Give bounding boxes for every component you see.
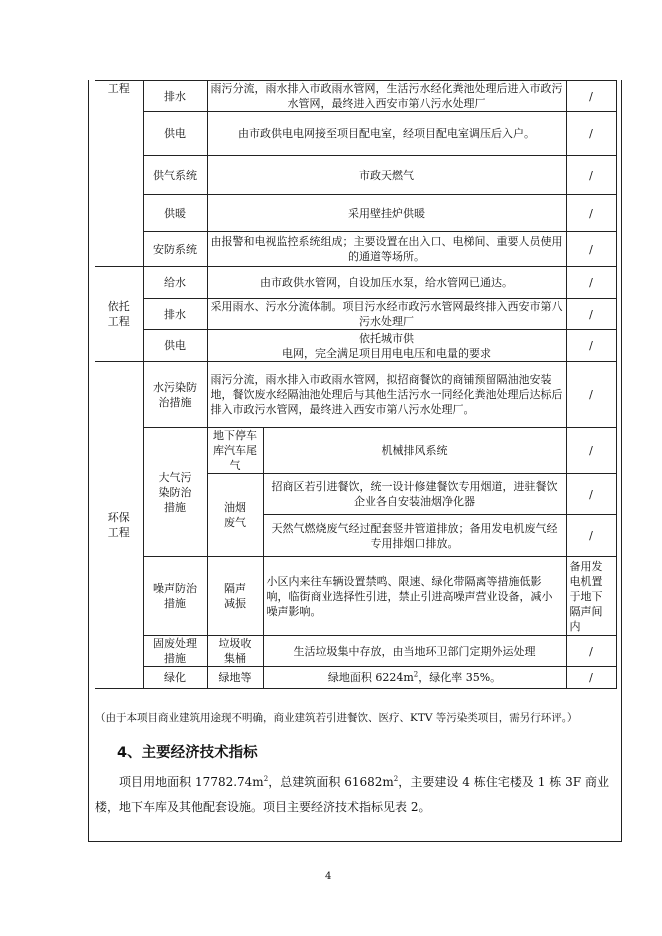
note-cell: / bbox=[566, 156, 616, 195]
desc-cell: 雨污分流，雨水排入市政雨水管网，拟招商餐饮的商铺预留隔油池安装地，餐饮废水经隔油池处理后与其他生活污水一同经化粪池处理后达标后排入市政污水管网，最终进入西安市第八污水处理厂。 bbox=[207, 362, 566, 428]
desc-cell: 采用壁挂炉供暖 bbox=[207, 195, 566, 232]
item-cell: 固废处理措施 bbox=[143, 636, 207, 667]
table-row bbox=[95, 156, 616, 195]
note-cell: / bbox=[566, 330, 616, 362]
desc-cell: 招商区若引进餐饮，统一设计修建餐饮专用烟道，进驻餐饮企业各自安装油烟净化器 bbox=[263, 474, 566, 515]
note-cell: / bbox=[566, 112, 616, 156]
note-cell: 备用发电机置于地下隔声间内 bbox=[566, 557, 616, 636]
table-row bbox=[95, 557, 616, 636]
table-row bbox=[95, 428, 616, 474]
item-cell: 排水 bbox=[143, 81, 207, 112]
item-cell: 排水 bbox=[143, 299, 207, 330]
item-cell: 给水 bbox=[143, 267, 207, 299]
footnote: （由于本项目商业建筑用途现不明确，商业建筑若引进餐饮、医疗、KTV 等污染类项目，需另行环评。） bbox=[95, 712, 578, 724]
note-cell: / bbox=[566, 232, 616, 267]
sub-cell: 垃圾收集桶 bbox=[207, 636, 263, 667]
desc-cell: 绿地面积 $6224m^2$，绿化率 35%。 bbox=[263, 667, 566, 689]
sub-cell: 油烟废气 bbox=[207, 474, 263, 557]
table-row bbox=[95, 636, 616, 667]
item-cell: 水污染防治措施 bbox=[143, 362, 207, 428]
note-cell: / bbox=[566, 636, 616, 667]
table-row bbox=[95, 112, 616, 156]
table-row bbox=[95, 362, 616, 428]
desc-cell: 由市政供水管网，自设加压水泵，给水管网已通达。 bbox=[207, 267, 566, 299]
item-cell: 供电 bbox=[143, 112, 207, 156]
desc-cell: 由市政供电电网接至项目配电室，经项目配电室调压后入户。 bbox=[207, 112, 566, 156]
section-heading: 4、主要经济技术指标 bbox=[117, 745, 258, 761]
note-cell: / bbox=[566, 195, 616, 232]
desc-cell: 生活垃圾集中存放，由当地环卫部门定期外运处理 bbox=[263, 636, 566, 667]
desc-cell: 天然气燃烧废气经过配套竖井管道排放；备用发电机废气经专用排烟口排放。 bbox=[263, 515, 566, 557]
table-row bbox=[95, 267, 616, 299]
desc-cell: 市政天燃气 bbox=[207, 156, 566, 195]
category-cell: 工程 bbox=[95, 81, 143, 267]
desc-cell: 依托城市供 电网，完全满足项目用电电压和电量的要求 bbox=[207, 330, 566, 362]
desc-cell: 机械排风系统 bbox=[263, 428, 566, 474]
project-composition-table bbox=[95, 80, 617, 689]
category-cell: 环保工程 bbox=[95, 362, 143, 689]
table-row bbox=[95, 81, 616, 112]
note-cell: / bbox=[566, 428, 616, 474]
note-cell: / bbox=[566, 81, 616, 112]
item-cell: 噪声防治措施 bbox=[143, 557, 207, 636]
item-cell: 绿化 bbox=[143, 667, 207, 689]
note-cell: / bbox=[566, 515, 616, 557]
table-row bbox=[95, 195, 616, 232]
desc-cell: 雨污分流，雨水排入市政雨水管网，生活污水经化粪池处理后进入市政污水管网，最终进入西安市第八污水处理厂 bbox=[207, 81, 566, 112]
desc-cell: 小区内来往车辆设置禁鸣、限速、绿化带隔离等措施低影响，临街商业选择性引进，禁止引进高噪声营业设备，减小噪声影响。 bbox=[263, 557, 566, 636]
note-cell: / bbox=[566, 474, 616, 515]
table-row bbox=[95, 667, 616, 689]
item-cell: 供气系统 bbox=[143, 156, 207, 195]
desc-cell: 采用雨水、污水分流体制。项目污水经市政污水管网最终排入西安市第八污水处理厂 bbox=[207, 299, 566, 330]
sub-cell: 地下停车库汽车尾气 bbox=[207, 428, 263, 474]
desc-cell: 由报警和电视监控系统组成；主要设置在出入口、电梯间、重要人员使用的通道等场所。 bbox=[207, 232, 566, 267]
note-cell: / bbox=[566, 362, 616, 428]
item-cell: 大气污染防治措施 bbox=[143, 428, 207, 557]
sub-cell: 隔声减振 bbox=[207, 557, 263, 636]
body-paragraph: 项目用地面积 $17782.74m^2$，总建筑面积 $61682m^2$，主要建设 4 栋住宅楼及 1 栋 3F 商业楼，地下车库及其他配套设施。项目主要经济技术指标见表 2。 bbox=[95, 775, 610, 814]
item-cell: 供暖 bbox=[143, 195, 207, 232]
page-number: 4 bbox=[325, 871, 332, 882]
table-row bbox=[95, 330, 616, 362]
note-cell: / bbox=[566, 667, 616, 689]
note-cell: / bbox=[566, 299, 616, 330]
table-row bbox=[95, 299, 616, 330]
category-cell: 依托工程 bbox=[95, 267, 143, 362]
sub-cell: 绿地等 bbox=[207, 667, 263, 689]
item-cell: 安防系统 bbox=[143, 232, 207, 267]
item-cell: 供电 bbox=[143, 330, 207, 362]
note-cell: / bbox=[566, 267, 616, 299]
table-row bbox=[95, 232, 616, 267]
